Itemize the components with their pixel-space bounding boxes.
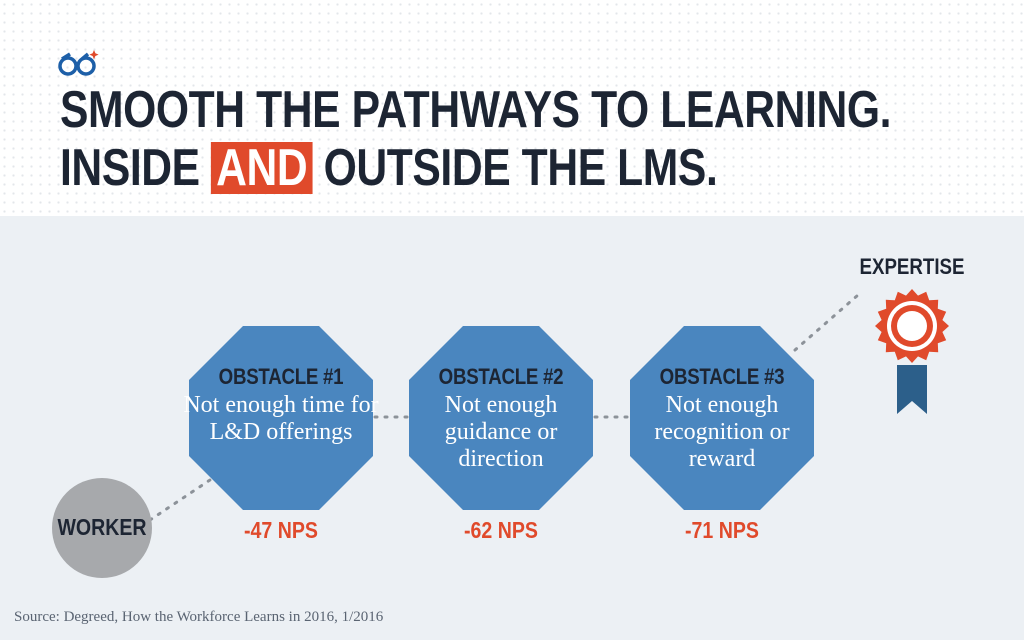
obstacle-1 [181, 364, 381, 446]
award-ribbon-icon [875, 289, 949, 414]
obstacle-3-nps: -71 NPS [685, 517, 759, 543]
obstacle-3 [622, 364, 822, 473]
connector-obstacle-3-expertise [795, 295, 858, 350]
obstacle-2-nps: -62 NPS [464, 517, 538, 543]
title-outside: OUTSIDE THE LMS. [323, 139, 718, 197]
obstacle-2-description: Not enough guidance or direction [444, 392, 558, 472]
obstacle-3-description: Not enough recognition or reward [654, 392, 790, 472]
connector-worker-obstacle-1 [150, 480, 210, 520]
obstacle-1-label: OBSTACLE #1 [218, 364, 344, 389]
title-inside: INSIDE [60, 139, 200, 197]
source-citation: Source: Degreed, How the Workforce Learns in 2016, 1/2016 [14, 609, 384, 625]
title-highlight-and: AND [211, 142, 312, 194]
obstacle-1-description: Not enough time for L&D offerings [183, 392, 379, 445]
obstacle-2-label: OBSTACLE #2 [438, 364, 564, 389]
expertise-label: EXPERTISE [859, 254, 965, 279]
worker-label: WORKER [57, 514, 147, 540]
obstacle-1-nps: -47 NPS [244, 517, 318, 543]
obstacle-3-label: OBSTACLE #3 [659, 364, 785, 389]
obstacle-2 [401, 364, 601, 473]
page-title-line-1: SMOOTH THE PATHWAYS TO LEARNING. [60, 81, 892, 139]
